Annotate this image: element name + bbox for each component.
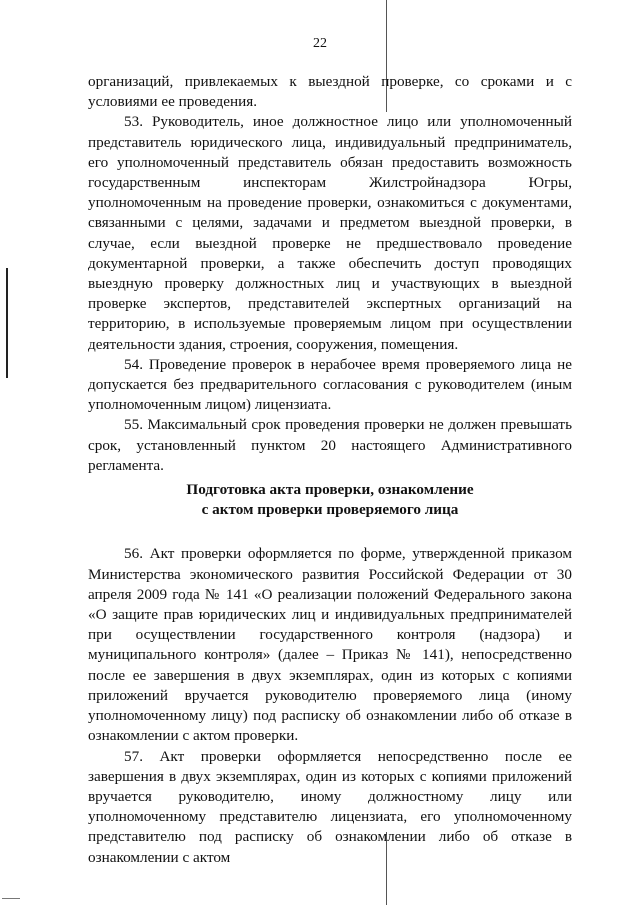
- paragraph-continuation: организаций, привлекаемых к выездной проверке, со сроками и с условиями ее проведения.: [88, 73, 572, 111]
- paragraph-56: 56. Акт проверки оформляется по форме, утвержденной приказом Министерства экономического развития Российской Федерации от 30 апреля 2009 года № 141 «О реализации положений Федерального закона «О защите прав юридических лиц и индивидуальных предпринимателей при осуществлении государственного контроля (надзора) и муниципального контроля» (далее – Приказ № 141), непосредственно после ее завершения в двух экземплярах, один из которых с копиями приложений вручается руководителю проверяемого лица (иному уполномоченному лицу) под расписку об ознакомлении либо об отказе в ознакомлении с актом проверки.: [88, 545, 572, 745]
- section-heading: [88, 480, 572, 520]
- paragraph-55: 55. Максимальный срок проведения проверки не должен превышать срок, установленный пунктом 20 настоящего Административного регламента.: [88, 416, 572, 474]
- paragraph-54: 54. Проведение проверок в нерабочее время проверяемого лица не допускается без предварительного согласования с руководителем (иным уполномоченным лицом) лицензиата.: [88, 355, 572, 414]
- page-number: 22: [313, 36, 327, 51]
- paragraph-53: 53. Руководитель, иное должностное лицо или уполномоченный представитель юридического лица, индивидуальный предприниматель, его уполномоченный представитель обязан предоставить возможность государственным инспекторам Жилстройнадзора Югры, уполномоченным на проведение проверки, ознакомиться с документами, связанными с целями, задачами и предметом выездной проверки, в случае, если выездной проверке не предшествовало проведение документарной проверки, а также обеспечить доступ проводящих выездную проверку должностных лиц и участвующих в выездной проверке экспертов, представителей экспертных организаций на территорию, в используемые проверяемым лицом при осуществлении деятельности здания, строения, сооружения, помещения.: [88, 113, 572, 353]
- scan-mark-bottom-left: [2, 898, 20, 899]
- document-body: [88, 72, 572, 868]
- paragraph-57: 57. Акт проверки оформляется непосредственно после ее завершения в двух экземплярах, один из которых с копиями приложений вручается руководителю, иному должностному лицу или уполномоченному представителю лицензиата, его уполномоченному представителю под расписку об ознакомлении либо об отказе в ознакомлении с актом: [88, 747, 572, 866]
- section-heading-line-2: с актом проверки проверяемого лица: [201, 501, 459, 519]
- scan-margin-line-left: [6, 268, 8, 378]
- section-heading-line-1: Подготовка акта проверки, ознакомление: [186, 481, 474, 499]
